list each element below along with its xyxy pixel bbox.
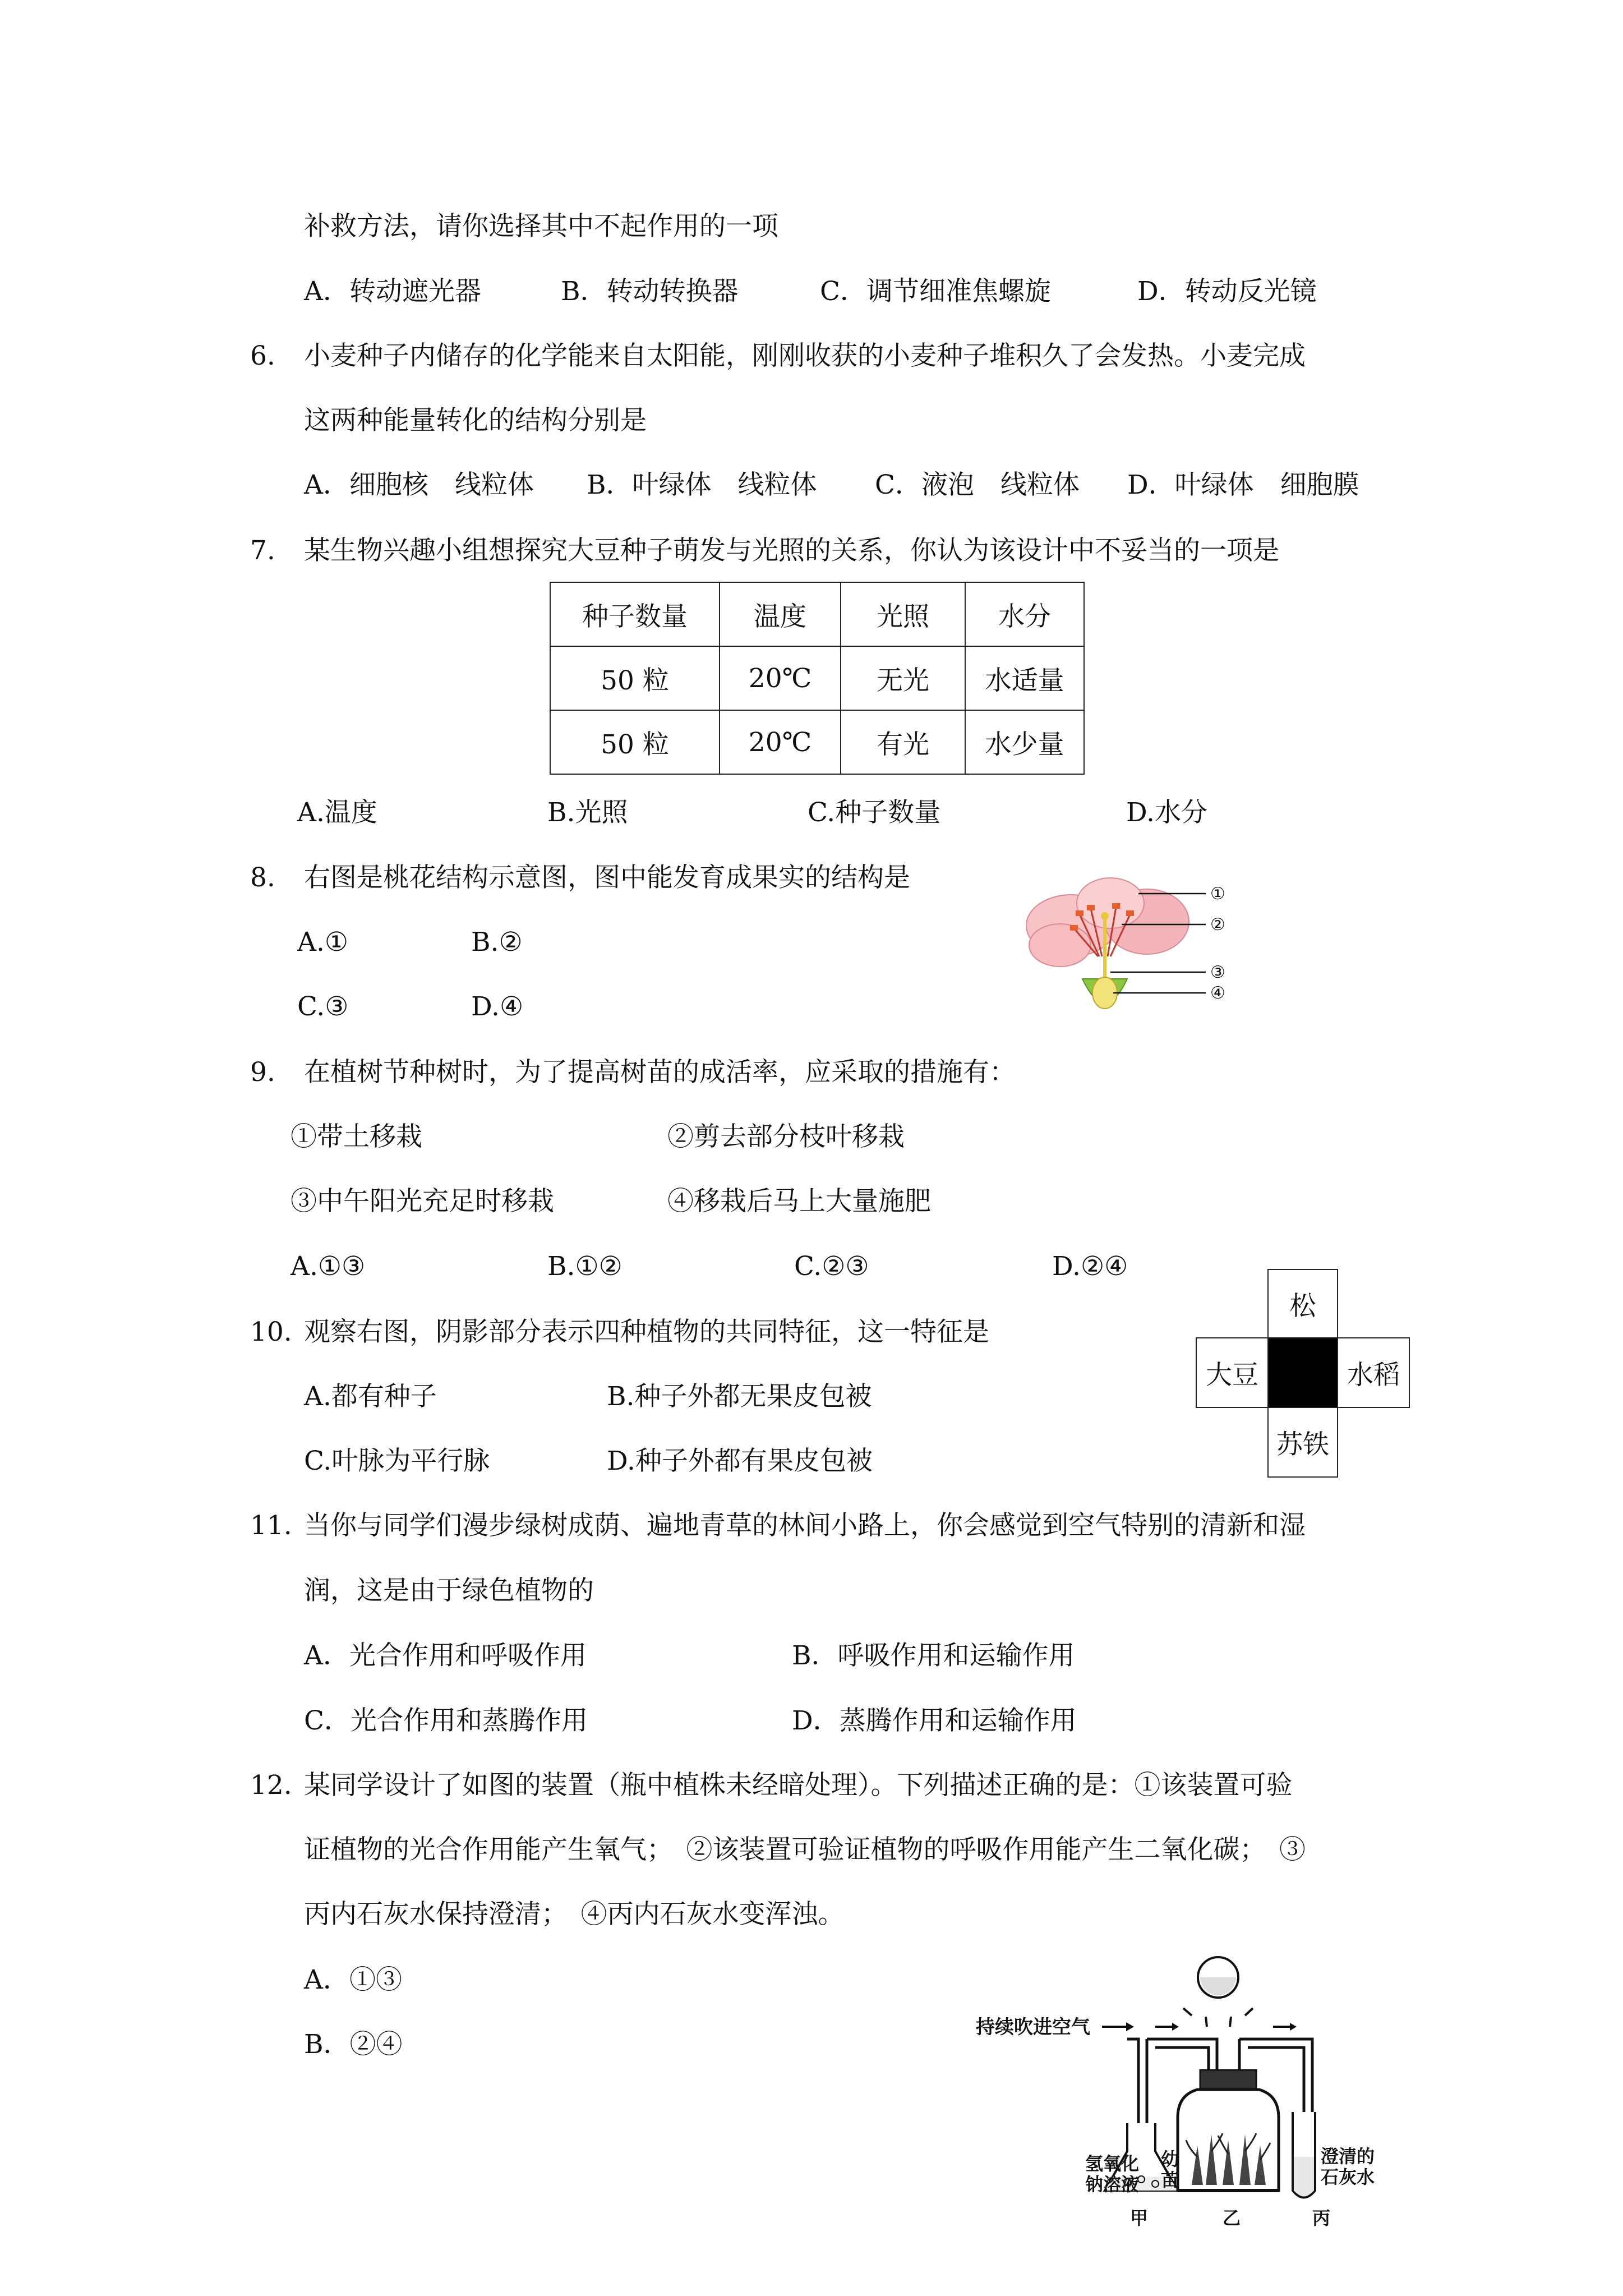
cross-cell-left: 大豆 [1196, 1337, 1269, 1408]
q11-option-d: D．蒸腾作用和运输作用 [792, 1705, 1077, 1736]
peach-flower-figure [1026, 872, 1239, 1029]
q8-option-a: A.① [297, 927, 349, 958]
table-cell: 水适量 [965, 646, 1084, 710]
table-row [550, 710, 1084, 774]
q9-option-d: D.②④ [1052, 1251, 1128, 1282]
q11-number: 11. [250, 1510, 292, 1541]
limewater-label-line2: 石灰水 [1321, 2166, 1375, 2188]
q5-option-a: A．转动遮光器 [304, 276, 481, 307]
q10-stem-line1: 观察右图，阴影部分表示四种植物的共同特征，这一特征是 [304, 1317, 989, 1347]
table-cell: 20℃ [720, 710, 841, 774]
q7-option-c: C.种子数量 [808, 797, 941, 828]
q12-stem-line2: 证植物的光合作用能产生氧气； ②该装置可验证植物的呼吸作用能产生二氧化碳； ③ [304, 1834, 1306, 1865]
cross-cell-bottom: 苏铁 [1267, 1407, 1338, 1478]
q9-item-1: ①带土移栽 [291, 1121, 422, 1152]
q12-number: 12. [250, 1770, 292, 1801]
q9-item-2: ②剪去部分枝叶移栽 [667, 1121, 905, 1152]
table-cell: 无光 [841, 646, 965, 710]
q12-stem-line3: 丙内石灰水保持澄清； ④丙内石灰水变浑浊。 [304, 1899, 845, 1930]
q11-option-b: B．呼吸作用和运输作用 [792, 1640, 1075, 1671]
q6-number: 6. [250, 341, 275, 371]
photosynthesis-apparatus-figure [976, 1955, 1413, 2235]
q11-option-a: A．光合作用和呼吸作用 [304, 1640, 587, 1671]
q8-number: 8. [250, 862, 275, 893]
naoh-label-line1: 氢氧化 [1085, 2153, 1140, 2174]
q12-option-b: B．②④ [304, 2029, 403, 2060]
table-row [550, 646, 1084, 710]
q5-option-d: D．转动反光镜 [1137, 276, 1317, 307]
table-cell: 50 粒 [550, 646, 720, 710]
q6-option-b: B．叶绿体 线粒体 [587, 470, 817, 500]
table-header-cell: 温度 [720, 582, 841, 646]
table-header-cell: 光照 [841, 582, 965, 646]
flower-label-2: ② [1210, 915, 1225, 935]
naoh-label-line2: 钠溶液 [1085, 2174, 1140, 2195]
q9-option-a: A.①③ [291, 1251, 366, 1282]
q9-option-b: B.①② [547, 1251, 623, 1282]
q11-option-c: C．光合作用和蒸腾作用 [304, 1705, 588, 1736]
q9-item-4: ④移栽后马上大量施肥 [667, 1186, 931, 1217]
q7-stem-line1: 某生物兴趣小组想探究大豆种子萌发与光照的关系，你认为该设计中不妥当的一项是 [304, 535, 1279, 566]
q9-stem-line1: 在植树节种树时，为了提高树苗的成活率，应采取的措施有： [304, 1057, 1016, 1088]
q9-option-c: C.②③ [794, 1251, 869, 1282]
table-header-cell: 水分 [965, 582, 1084, 646]
q7-number: 7. [250, 535, 275, 566]
seedling-label-line2: 苗 [1161, 2169, 1179, 2191]
q6-stem-line1: 小麦种子内储存的化学能来自太阳能，刚刚收获的小麦种子堆积久了会发热。小麦完成 [304, 341, 1306, 371]
q5-continuation: 补救方法，请你选择其中不起作用的一项 [304, 211, 778, 242]
q11-stem-line2: 润，这是由于绿色植物的 [304, 1575, 594, 1606]
flower-label-3: ③ [1210, 963, 1225, 982]
q9-number: 9. [250, 1057, 275, 1088]
table-header-cell: 种子数量 [550, 582, 720, 646]
table-cell: 有光 [841, 710, 965, 774]
cross-cell-right: 水稻 [1337, 1337, 1410, 1408]
q8-option-c: C.③ [297, 991, 349, 1022]
q11-stem-line1: 当你与同学们漫步绿树成荫、遍地青草的林间小路上，你会感觉到空气特别的清新和湿 [304, 1510, 1306, 1541]
limewater-label-line1: 澄清的 [1321, 2146, 1375, 2167]
q6-stem-line2: 这两种能量转化的结构分别是 [304, 405, 647, 436]
q10-option-a: A.都有种子 [304, 1381, 437, 1412]
table-header-row [550, 582, 1084, 646]
table-cell: 50 粒 [550, 710, 720, 774]
seed-germination-table [550, 582, 1085, 775]
q10-option-b: B.种子外都无果皮包被 [607, 1381, 872, 1412]
q7-option-d: D.水分 [1126, 797, 1207, 828]
q12-stem-line1: 某同学设计了如图的装置（瓶中植株未经暗处理）。下列描述正确的是：①该装置可验 [304, 1770, 1293, 1801]
label-yi: 乙 [1223, 2207, 1241, 2229]
q8-stem-line1: 右图是桃花结构示意图，图中能发育成果实的结构是 [304, 862, 910, 893]
q5-option-c: C．调节细准焦螺旋 [820, 276, 1051, 307]
cross-cell-top: 松 [1267, 1269, 1338, 1338]
q12-option-a: A．①③ [304, 1964, 402, 1995]
q8-option-d: D.④ [471, 991, 524, 1022]
air-input-label: 持续吹进空气 [976, 2016, 1090, 2039]
q7-option-a: A.温度 [297, 797, 377, 828]
flower-label-4: ④ [1210, 983, 1225, 1003]
q10-option-d: D.种子外都有果皮包被 [607, 1446, 873, 1476]
flower-label-1: ① [1210, 884, 1225, 904]
q8-option-b: B.② [471, 927, 523, 958]
q10-number: 10. [250, 1317, 292, 1347]
q9-item-3: ③中午阳光充足时移栽 [291, 1186, 554, 1217]
q7-option-b: B.光照 [547, 797, 628, 828]
q5-option-b: B．转动转换器 [561, 276, 739, 307]
seedling-label-line1: 幼 [1161, 2148, 1179, 2170]
table-cell: 水少量 [965, 710, 1084, 774]
q6-option-c: C．液泡 线粒体 [875, 470, 1080, 500]
label-bing: 丙 [1312, 2207, 1331, 2229]
q6-option-d: D．叶绿体 细胞膜 [1127, 470, 1359, 500]
cross-cell-shaded [1267, 1337, 1338, 1408]
q10-option-c: C.叶脉为平行脉 [304, 1446, 490, 1476]
label-jia: 甲 [1130, 2207, 1149, 2229]
q6-option-a: A．细胞核 线粒体 [304, 470, 534, 500]
table-cell: 20℃ [720, 646, 841, 710]
